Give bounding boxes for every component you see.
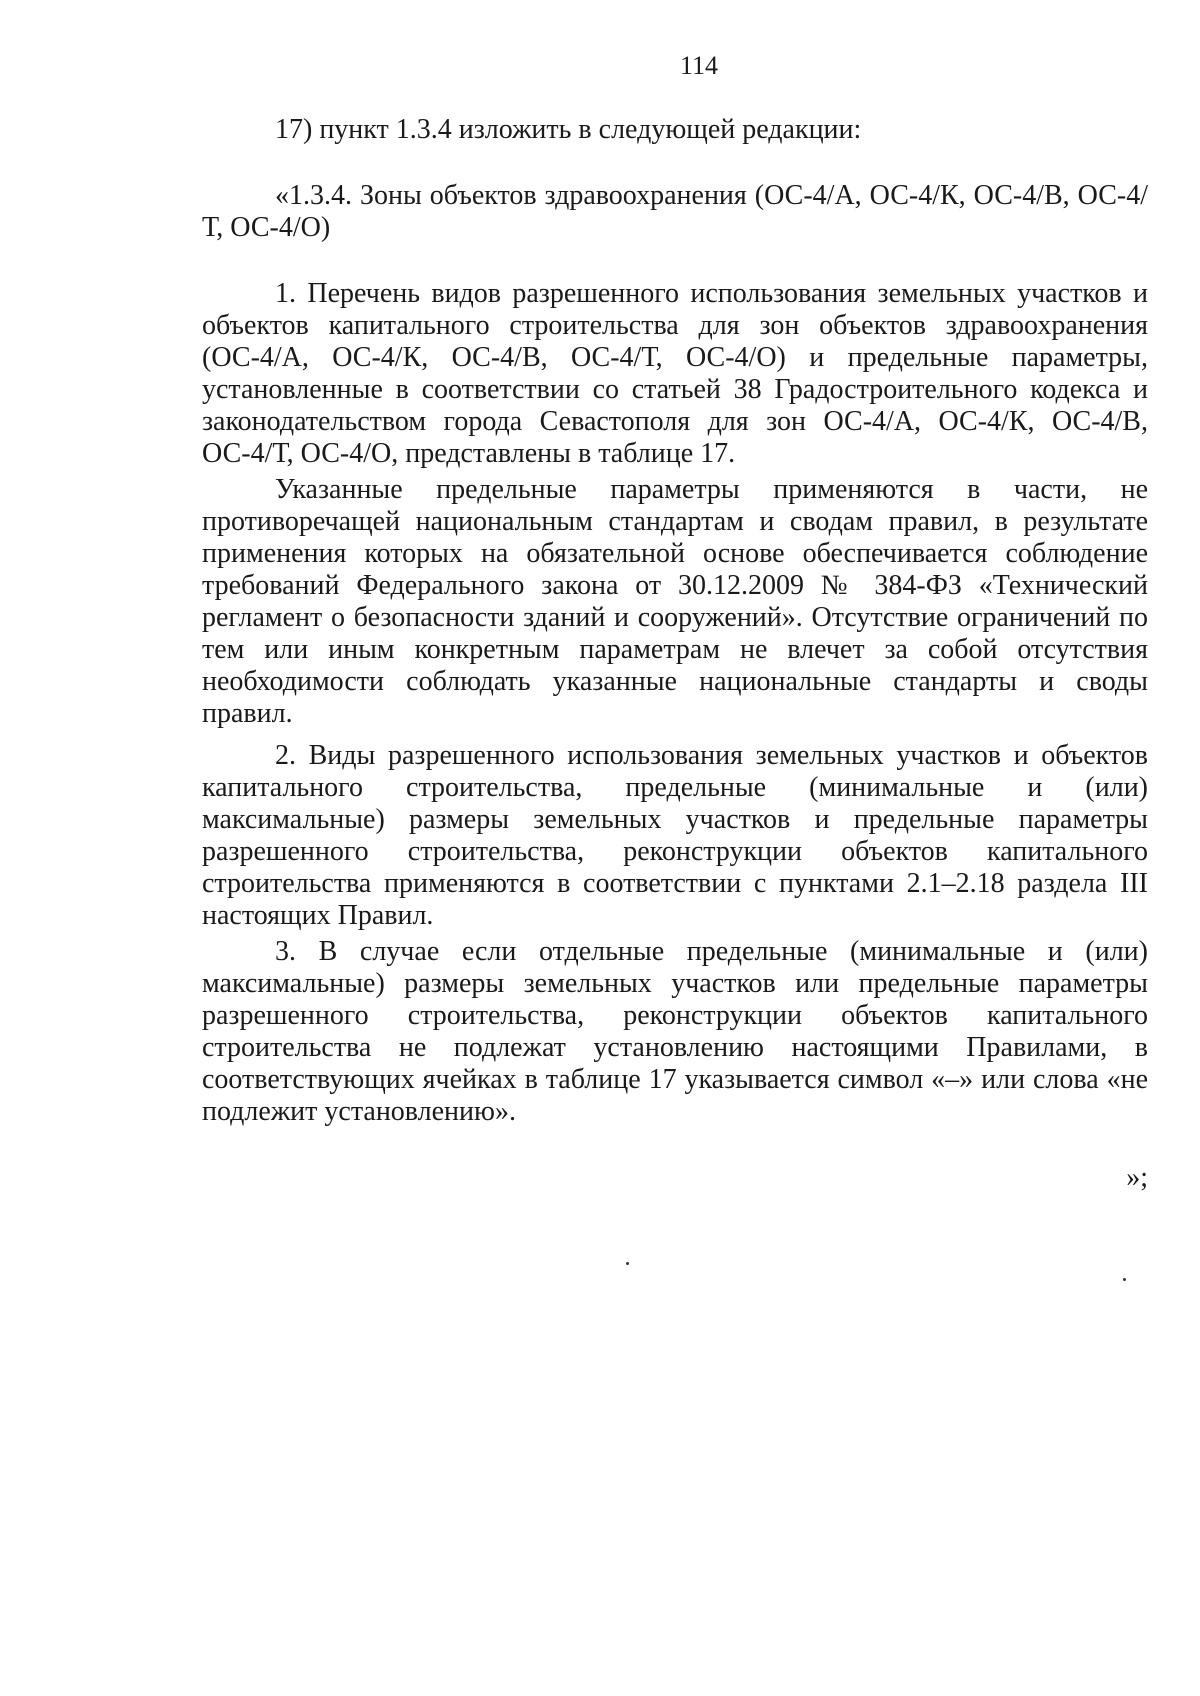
paragraph-1: 1. Перечень видов разрешенного использования земельных участков и объектов капитального строительства для зон объектов здравоохранения (ОС-4/А, ОС-4/К, ОС-4/В, ОС-4/Т, ОС-4/О) и предельные параметры, установленные в соответствии со статьей 38 Градостроительного кодекса и законодательством города Севастополя для зон ОС-4/А, ОС-4/К, ОС-4/В, ОС-4/Т, ОС-4/О, представлены в таблице 17. bbox=[202, 278, 1148, 469]
scan-speck bbox=[1123, 1278, 1126, 1281]
paragraph-3: 3. В случае если отдельные предельные (минимальные и (или) максимальные) размеры земельных участков или предельные параметры разрешенного строительства, реконструкции объектов капитального строительства не подлежат установлению настоящими Правилами, в соответствующих ячейках в таблице 17 указывается символ «–» или слова «не подлежит установлению». bbox=[202, 936, 1148, 1127]
paragraph-limits-note: Указанные предельные параметры применяются в части, не противоречащей национальным стандартам и сводам правил, в результате применения которых на обязательной основе обеспечивается соблюдение требований Федерального закона от 30.12.2009 № 384-ФЗ «Технический регламент о безопасности зданий и сооружений». Отсутствие ограничений по тем или иным конкретным параметрам не влечет за собой отсутствия необходимости соблюдать указанные национальные стандарты и своды правил. bbox=[202, 474, 1148, 729]
page-number: 114 bbox=[680, 51, 719, 80]
paragraph-2: 2. Виды разрешенного использования земельных участков и объектов капитального строительства, предельные (минимальные и (или) максимальные) размеры земельных участков и предельные параметры разрешенного строительства, реконструкции объектов капитального строительства применяются в соответствии с пунктами 2.1–2.18 раздела III настоящих Правил. bbox=[202, 740, 1148, 931]
amendment-intro: 17) пункт 1.3.4 изложить в следующей редакции: bbox=[275, 114, 862, 145]
section-heading: «1.3.4. Зоны объектов здравоохранения (ОС-4/А, ОС-4/К, ОС-4/В, ОС-4/Т, ОС-4/О) bbox=[202, 180, 1148, 243]
scan-speck bbox=[626, 1262, 629, 1265]
closing-quote: »; bbox=[1126, 1162, 1148, 1193]
